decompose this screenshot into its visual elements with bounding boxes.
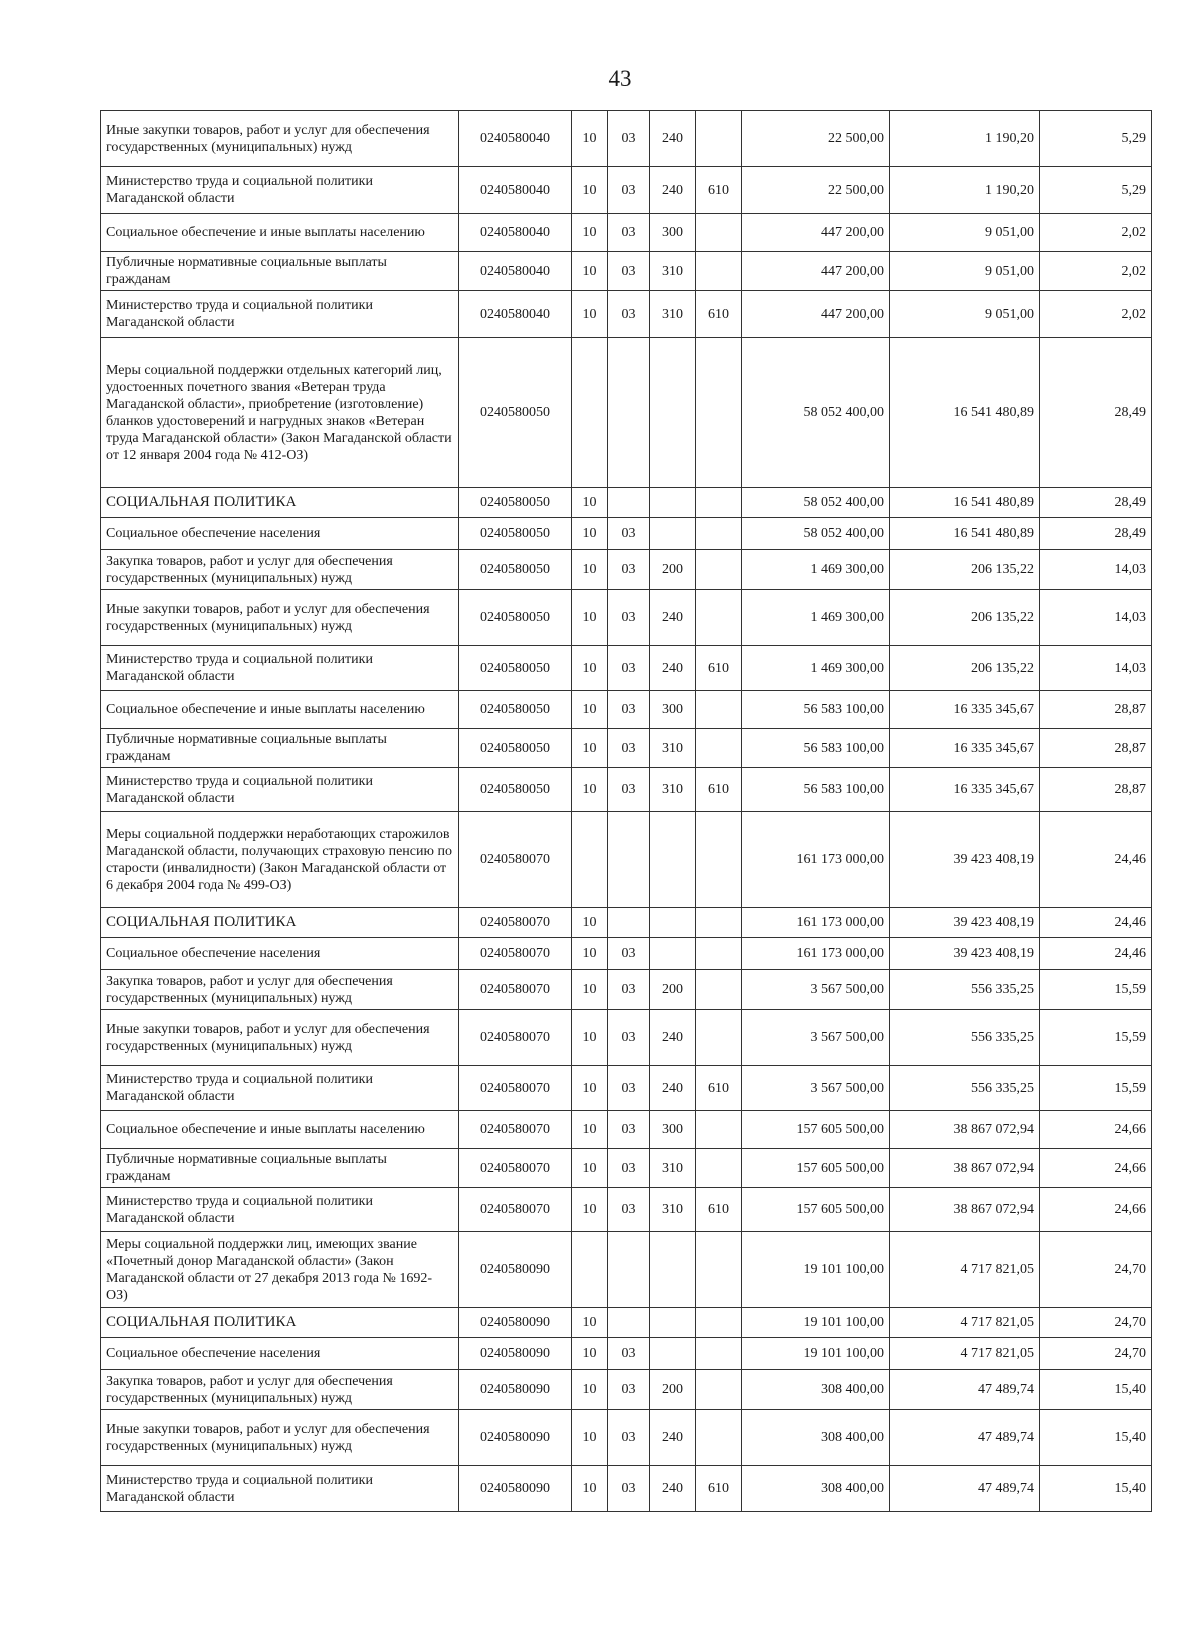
section-code-cell: 10 [572,1010,608,1066]
subsection-code-cell: 03 [608,691,650,729]
administrator-code-cell [696,1149,742,1188]
expense-type-code-cell: 310 [650,252,696,291]
execution-percent-cell: 15,40 [1040,1370,1152,1410]
subsection-code-cell: 03 [608,1066,650,1111]
target-article-code-cell: 0240580040 [459,252,572,291]
planned-amount-cell: 3 567 500,00 [742,1010,890,1066]
target-article-code-cell: 0240580070 [459,1010,572,1066]
target-article-code-cell: 0240580090 [459,1466,572,1512]
execution-percent-cell: 15,40 [1040,1410,1152,1466]
execution-percent-cell: 24,66 [1040,1111,1152,1149]
section-code-cell: 10 [572,938,608,970]
planned-amount-cell: 58 052 400,00 [742,488,890,518]
executed-amount-cell: 4 717 821,05 [890,1308,1040,1338]
planned-amount-cell: 1 469 300,00 [742,550,890,590]
planned-amount-cell: 22 500,00 [742,167,890,214]
subsection-code-cell: 03 [608,1149,650,1188]
section-code-cell: 10 [572,1111,608,1149]
section-code-cell: 10 [572,252,608,291]
executed-amount-cell: 16 335 345,67 [890,768,1040,812]
table-row [101,1338,1152,1370]
expense-type-code-cell: 240 [650,1410,696,1466]
administrator-code-cell [696,590,742,646]
administrator-code-cell [696,488,742,518]
expense-type-code-cell: 310 [650,768,696,812]
administrator-code-cell [696,518,742,550]
target-article-code-cell: 0240580040 [459,111,572,167]
execution-percent-cell: 15,59 [1040,1066,1152,1111]
planned-amount-cell: 22 500,00 [742,111,890,167]
administrator-code-cell [696,1308,742,1338]
table-row [101,970,1152,1010]
row-name-cell: Публичные нормативные социальные выплаты гражданам [101,1149,459,1188]
section-code-cell: 10 [572,550,608,590]
table-row [101,768,1152,812]
table-row [101,167,1152,214]
target-article-code-cell: 0240580070 [459,938,572,970]
executed-amount-cell: 16 335 345,67 [890,691,1040,729]
execution-percent-cell: 15,59 [1040,1010,1152,1066]
administrator-code-cell: 610 [696,1066,742,1111]
row-name-cell: Меры социальной поддержки отдельных категорий лиц, удостоенных почетного звания «Ветеран труда Магаданской области», приобретение (изготовление) бланков удостоверений и нагрудных знаков «Ветеран труда Магаданской области» (Закон Магаданской области от 12 января 2004 года № 412-ОЗ) [101,338,459,488]
row-name-cell: Иные закупки товаров, работ и услуг для обеспечения государственных (муниципальных) нужд [101,1010,459,1066]
section-code-cell [572,812,608,908]
row-name-cell: Министерство труда и социальной политики Магаданской области [101,768,459,812]
target-article-code-cell: 0240580070 [459,908,572,938]
execution-percent-cell: 28,87 [1040,729,1152,768]
row-name-cell: Закупка товаров, работ и услуг для обеспечения государственных (муниципальных) нужд [101,1370,459,1410]
execution-percent-cell: 5,29 [1040,111,1152,167]
execution-percent-cell: 24,66 [1040,1188,1152,1232]
table-row [101,1149,1152,1188]
row-name-cell: Министерство труда и социальной политики Магаданской области [101,291,459,338]
executed-amount-cell: 16 541 480,89 [890,488,1040,518]
expense-type-code-cell [650,518,696,550]
execution-percent-cell: 24,46 [1040,812,1152,908]
subsection-code-cell [608,908,650,938]
expense-type-code-cell: 240 [650,646,696,691]
administrator-code-cell [696,338,742,488]
executed-amount-cell: 39 423 408,19 [890,812,1040,908]
row-name-cell: Закупка товаров, работ и услуг для обеспечения государственных (муниципальных) нужд [101,970,459,1010]
executed-amount-cell: 9 051,00 [890,291,1040,338]
execution-percent-cell: 24,70 [1040,1308,1152,1338]
table-row [101,1410,1152,1466]
planned-amount-cell: 56 583 100,00 [742,691,890,729]
row-name-cell: Министерство труда и социальной политики Магаданской области [101,1466,459,1512]
row-name-cell: Социальное обеспечение и иные выплаты населению [101,214,459,252]
executed-amount-cell: 47 489,74 [890,1410,1040,1466]
table-row [101,1111,1152,1149]
target-article-code-cell: 0240580050 [459,646,572,691]
expense-type-code-cell [650,908,696,938]
row-name-cell: Иные закупки товаров, работ и услуг для обеспечения государственных (муниципальных) нужд [101,1410,459,1466]
row-name-cell: Министерство труда и социальной политики Магаданской области [101,1188,459,1232]
subsection-code-cell: 03 [608,1410,650,1466]
administrator-code-cell [696,1410,742,1466]
subsection-code-cell: 03 [608,1010,650,1066]
administrator-code-cell [696,938,742,970]
executed-amount-cell: 206 135,22 [890,590,1040,646]
planned-amount-cell: 56 583 100,00 [742,768,890,812]
table-row [101,1066,1152,1111]
target-article-code-cell: 0240580050 [459,729,572,768]
subsection-code-cell: 03 [608,590,650,646]
section-code-cell: 10 [572,1410,608,1466]
target-article-code-cell: 0240580050 [459,691,572,729]
subsection-code-cell: 03 [608,252,650,291]
section-code-cell [572,1232,608,1308]
expense-type-code-cell: 300 [650,1111,696,1149]
executed-amount-cell: 16 541 480,89 [890,338,1040,488]
execution-percent-cell: 24,70 [1040,1232,1152,1308]
expense-type-code-cell: 200 [650,1370,696,1410]
table-row [101,812,1152,908]
expense-type-code-cell: 200 [650,970,696,1010]
planned-amount-cell: 58 052 400,00 [742,518,890,550]
expense-type-code-cell: 300 [650,691,696,729]
row-name-cell: Социальное обеспечение населения [101,1338,459,1370]
expense-type-code-cell [650,812,696,908]
administrator-code-cell [696,1010,742,1066]
planned-amount-cell: 157 605 500,00 [742,1149,890,1188]
row-name-cell: Социальное обеспечение населения [101,938,459,970]
subsection-code-cell: 03 [608,214,650,252]
planned-amount-cell: 1 469 300,00 [742,646,890,691]
planned-amount-cell: 157 605 500,00 [742,1188,890,1232]
row-name-cell: Социальное обеспечение населения [101,518,459,550]
row-name-cell: Иные закупки товаров, работ и услуг для обеспечения государственных (муниципальных) нужд [101,590,459,646]
execution-percent-cell: 15,40 [1040,1466,1152,1512]
administrator-code-cell [696,1370,742,1410]
expense-type-code-cell: 310 [650,729,696,768]
target-article-code-cell: 0240580070 [459,1188,572,1232]
target-article-code-cell: 0240580070 [459,1149,572,1188]
row-name-cell: Публичные нормативные социальные выплаты гражданам [101,252,459,291]
table-row [101,291,1152,338]
subsection-code-cell: 03 [608,1111,650,1149]
target-article-code-cell: 0240580090 [459,1410,572,1466]
planned-amount-cell: 447 200,00 [742,291,890,338]
target-article-code-cell: 0240580040 [459,291,572,338]
section-code-cell: 10 [572,291,608,338]
executed-amount-cell: 9 051,00 [890,252,1040,291]
execution-percent-cell: 2,02 [1040,214,1152,252]
subsection-code-cell: 03 [608,550,650,590]
section-code-cell: 10 [572,908,608,938]
planned-amount-cell: 447 200,00 [742,214,890,252]
executed-amount-cell: 1 190,20 [890,111,1040,167]
planned-amount-cell: 58 052 400,00 [742,338,890,488]
executed-amount-cell: 4 717 821,05 [890,1338,1040,1370]
subsection-code-cell [608,338,650,488]
table-row [101,518,1152,550]
row-name-cell: Социальное обеспечение и иные выплаты населению [101,691,459,729]
row-name-cell: Министерство труда и социальной политики Магаданской области [101,646,459,691]
planned-amount-cell: 19 101 100,00 [742,1232,890,1308]
row-name-cell: СОЦИАЛЬНАЯ ПОЛИТИКА [101,908,459,938]
table-row [101,1232,1152,1308]
administrator-code-cell [696,1111,742,1149]
planned-amount-cell: 56 583 100,00 [742,729,890,768]
expense-type-code-cell: 240 [650,1466,696,1512]
administrator-code-cell [696,1232,742,1308]
target-article-code-cell: 0240580050 [459,338,572,488]
expense-type-code-cell [650,488,696,518]
execution-percent-cell: 28,49 [1040,338,1152,488]
executed-amount-cell: 556 335,25 [890,1010,1040,1066]
row-name-cell: Министерство труда и социальной политики Магаданской области [101,1066,459,1111]
target-article-code-cell: 0240580070 [459,812,572,908]
execution-percent-cell: 2,02 [1040,291,1152,338]
execution-percent-cell: 28,49 [1040,518,1152,550]
row-name-cell: Иные закупки товаров, работ и услуг для обеспечения государственных (муниципальных) нужд [101,111,459,167]
administrator-code-cell: 610 [696,646,742,691]
target-article-code-cell: 0240580090 [459,1338,572,1370]
execution-percent-cell: 5,29 [1040,167,1152,214]
section-code-cell: 10 [572,1188,608,1232]
table-row [101,550,1152,590]
planned-amount-cell: 1 469 300,00 [742,590,890,646]
subsection-code-cell: 03 [608,1188,650,1232]
executed-amount-cell: 39 423 408,19 [890,908,1040,938]
target-article-code-cell: 0240580050 [459,518,572,550]
subsection-code-cell [608,1308,650,1338]
execution-percent-cell: 14,03 [1040,646,1152,691]
section-code-cell: 10 [572,729,608,768]
planned-amount-cell: 19 101 100,00 [742,1338,890,1370]
administrator-code-cell [696,908,742,938]
table-row [101,938,1152,970]
target-article-code-cell: 0240580040 [459,214,572,252]
subsection-code-cell: 03 [608,518,650,550]
execution-percent-cell: 28,49 [1040,488,1152,518]
expense-type-code-cell [650,1232,696,1308]
section-code-cell: 10 [572,1149,608,1188]
subsection-code-cell: 03 [608,1466,650,1512]
section-code-cell: 10 [572,1066,608,1111]
subsection-code-cell [608,812,650,908]
executed-amount-cell: 38 867 072,94 [890,1149,1040,1188]
section-code-cell: 10 [572,111,608,167]
section-code-cell: 10 [572,646,608,691]
expense-type-code-cell: 200 [650,550,696,590]
subsection-code-cell: 03 [608,768,650,812]
execution-percent-cell: 28,87 [1040,768,1152,812]
planned-amount-cell: 161 173 000,00 [742,908,890,938]
table-row [101,590,1152,646]
executed-amount-cell: 47 489,74 [890,1466,1040,1512]
subsection-code-cell: 03 [608,646,650,691]
table-row [101,488,1152,518]
executed-amount-cell: 39 423 408,19 [890,938,1040,970]
section-code-cell: 10 [572,970,608,1010]
planned-amount-cell: 308 400,00 [742,1370,890,1410]
table-row [101,691,1152,729]
table-row [101,646,1152,691]
executed-amount-cell: 556 335,25 [890,970,1040,1010]
administrator-code-cell [696,550,742,590]
administrator-code-cell [696,970,742,1010]
execution-percent-cell: 24,46 [1040,908,1152,938]
expense-type-code-cell: 300 [650,214,696,252]
executed-amount-cell: 38 867 072,94 [890,1111,1040,1149]
planned-amount-cell: 157 605 500,00 [742,1111,890,1149]
target-article-code-cell: 0240580090 [459,1370,572,1410]
row-name-cell: Публичные нормативные социальные выплаты гражданам [101,729,459,768]
subsection-code-cell: 03 [608,1370,650,1410]
budget-execution-table [100,110,1152,1512]
row-name-cell: Министерство труда и социальной политики Магаданской области [101,167,459,214]
expense-type-code-cell [650,1338,696,1370]
row-name-cell: Меры социальной поддержки лиц, имеющих звание «Почетный донор Магаданской области» (Закон Магаданской области от 27 декабря 2013 года № 1692-ОЗ) [101,1232,459,1308]
subsection-code-cell: 03 [608,938,650,970]
executed-amount-cell: 206 135,22 [890,646,1040,691]
row-name-cell: СОЦИАЛЬНАЯ ПОЛИТИКА [101,488,459,518]
execution-percent-cell: 24,46 [1040,938,1152,970]
planned-amount-cell: 447 200,00 [742,252,890,291]
expense-type-code-cell: 240 [650,167,696,214]
section-code-cell: 10 [572,1370,608,1410]
executed-amount-cell: 38 867 072,94 [890,1188,1040,1232]
table-row [101,214,1152,252]
target-article-code-cell: 0240580070 [459,1066,572,1111]
table-row [101,1188,1152,1232]
table-row [101,729,1152,768]
executed-amount-cell: 9 051,00 [890,214,1040,252]
target-article-code-cell: 0240580040 [459,167,572,214]
administrator-code-cell [696,214,742,252]
section-code-cell: 10 [572,167,608,214]
administrator-code-cell [696,252,742,291]
execution-percent-cell: 2,02 [1040,252,1152,291]
expense-type-code-cell [650,1308,696,1338]
section-code-cell: 10 [572,590,608,646]
execution-percent-cell: 24,70 [1040,1338,1152,1370]
administrator-code-cell [696,729,742,768]
administrator-code-cell [696,111,742,167]
row-name-cell: СОЦИАЛЬНАЯ ПОЛИТИКА [101,1308,459,1338]
target-article-code-cell: 0240580050 [459,590,572,646]
execution-percent-cell: 28,87 [1040,691,1152,729]
executed-amount-cell: 47 489,74 [890,1370,1040,1410]
subsection-code-cell: 03 [608,167,650,214]
table-body [101,111,1152,1512]
subsection-code-cell: 03 [608,111,650,167]
expense-type-code-cell [650,338,696,488]
target-article-code-cell: 0240580050 [459,488,572,518]
section-code-cell: 10 [572,518,608,550]
table-row [101,111,1152,167]
administrator-code-cell: 610 [696,768,742,812]
planned-amount-cell: 308 400,00 [742,1466,890,1512]
expense-type-code-cell: 240 [650,590,696,646]
execution-percent-cell: 14,03 [1040,550,1152,590]
administrator-code-cell: 610 [696,167,742,214]
expense-type-code-cell: 310 [650,1149,696,1188]
administrator-code-cell: 610 [696,1188,742,1232]
expense-type-code-cell: 240 [650,1066,696,1111]
subsection-code-cell: 03 [608,970,650,1010]
target-article-code-cell: 0240580070 [459,970,572,1010]
planned-amount-cell: 308 400,00 [742,1410,890,1466]
execution-percent-cell: 15,59 [1040,970,1152,1010]
section-code-cell: 10 [572,1466,608,1512]
administrator-code-cell [696,691,742,729]
table-row [101,252,1152,291]
executed-amount-cell: 206 135,22 [890,550,1040,590]
table-row [101,1370,1152,1410]
target-article-code-cell: 0240580050 [459,550,572,590]
subsection-code-cell: 03 [608,1338,650,1370]
section-code-cell: 10 [572,488,608,518]
administrator-code-cell [696,1338,742,1370]
section-code-cell: 10 [572,768,608,812]
expense-type-code-cell: 240 [650,111,696,167]
section-code-cell: 10 [572,691,608,729]
planned-amount-cell: 19 101 100,00 [742,1308,890,1338]
executed-amount-cell: 4 717 821,05 [890,1232,1040,1308]
target-article-code-cell: 0240580070 [459,1111,572,1149]
administrator-code-cell [696,812,742,908]
target-article-code-cell: 0240580090 [459,1232,572,1308]
table-row [101,1010,1152,1066]
administrator-code-cell: 610 [696,291,742,338]
planned-amount-cell: 161 173 000,00 [742,938,890,970]
planned-amount-cell: 3 567 500,00 [742,1066,890,1111]
subsection-code-cell [608,1232,650,1308]
expense-type-code-cell: 310 [650,291,696,338]
row-name-cell: Социальное обеспечение и иные выплаты населению [101,1111,459,1149]
target-article-code-cell: 0240580090 [459,1308,572,1338]
page-number: 43 [608,66,632,91]
subsection-code-cell: 03 [608,291,650,338]
table-row [101,1308,1152,1338]
table-row [101,338,1152,488]
table-row [101,908,1152,938]
section-code-cell: 10 [572,214,608,252]
target-article-code-cell: 0240580050 [459,768,572,812]
row-name-cell: Закупка товаров, работ и услуг для обеспечения государственных (муниципальных) нужд [101,550,459,590]
table-row [101,1466,1152,1512]
execution-percent-cell: 14,03 [1040,590,1152,646]
planned-amount-cell: 161 173 000,00 [742,812,890,908]
executed-amount-cell: 16 541 480,89 [890,518,1040,550]
section-code-cell [572,338,608,488]
subsection-code-cell: 03 [608,729,650,768]
subsection-code-cell [608,488,650,518]
expense-type-code-cell: 310 [650,1188,696,1232]
administrator-code-cell: 610 [696,1466,742,1512]
execution-percent-cell: 24,66 [1040,1149,1152,1188]
executed-amount-cell: 1 190,20 [890,167,1040,214]
section-code-cell: 10 [572,1308,608,1338]
expense-type-code-cell: 240 [650,1010,696,1066]
expense-type-code-cell [650,938,696,970]
planned-amount-cell: 3 567 500,00 [742,970,890,1010]
section-code-cell: 10 [572,1338,608,1370]
executed-amount-cell: 556 335,25 [890,1066,1040,1111]
executed-amount-cell: 16 335 345,67 [890,729,1040,768]
row-name-cell: Меры социальной поддержки неработающих старожилов Магаданской области, получающих страховую пенсию по старости (инвалидности) (Закон Магаданской области от 6 декабря 2004 года № 499-ОЗ) [101,812,459,908]
